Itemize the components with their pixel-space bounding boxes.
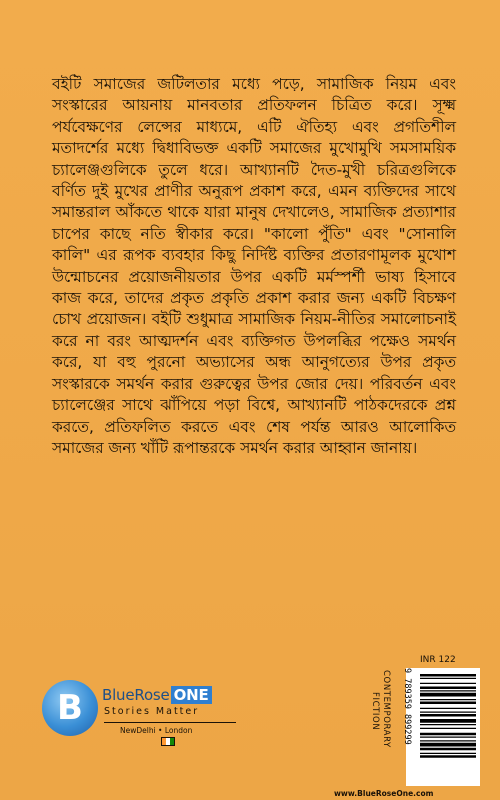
publisher-website: www.BlueRoseOne.com bbox=[334, 789, 434, 798]
price-label: INR 122 bbox=[420, 655, 456, 665]
bluerose-b-logo-icon: B bbox=[42, 680, 98, 736]
publisher-name-suffix: ONE bbox=[171, 686, 212, 704]
genre-label bbox=[370, 670, 404, 790]
genre-line-1: CONTEMPORARY bbox=[381, 670, 391, 748]
publisher-tagline: Stories Matter bbox=[104, 706, 200, 717]
isbn-number: 9 789359 899299 bbox=[402, 668, 412, 745]
genre-line-2: FICTION bbox=[370, 692, 380, 731]
isbn-barcode bbox=[402, 668, 480, 786]
publisher-name-prefix: BlueRose bbox=[102, 686, 170, 704]
flag-icon bbox=[161, 737, 175, 746]
publisher-cities: NewDelhi • London bbox=[120, 726, 193, 735]
publisher-name bbox=[102, 686, 212, 704]
book-blurb: বইটি সমাজের জটিলতার মধ্যে পড়ে, সামাজিক নিয়ম এবং সংস্কারের আয়নায় মানবতার প্রতিফলন চিত্রিত করে। সূক্ষ্ম পর্যবেক্ষণের লেন্সের মাধ্যমে, এটি ঐতিহ্য এবং প্রগতিশীল মতাদর্শের মধ্যে দ্বিধাবিভক্ত একটি সমাজের মুখোমুখি সমসাময়িক চ্যালেঞ্জগুলিকে তুলে ধরে। আখ্যানটি দৈত-মুখী চরিত্রগুলিকে বর্ণিত দুই মুখের প্রাণীর অনুরূপ প্রকাশ করে, এমন ব্যক্তিদের সাথে সমান্তরাল আঁকতে থাকে যারা মানুষ দেখালেও, সামাজিক প্রত্যাশার চাপের কাছে নতি স্বীকার করে। "কালো পুঁতি" এবং "সোনালি কালি" এর রূপক ব্যবহার কিছু নির্দিষ্ট ব্যক্তির প্রতারণামূলক মুখোশ উন্মোচনের প্রয়োজনীয়তার উপর একটি মর্মস্পর্শী ভাষ্য হিসাবে কাজ করে, তাদের প্রকৃত প্রকৃতি প্রকাশ করার জন্য একটি বিচক্ষণ চোখ প্রয়োজন। বইটি শুধুমাত্র সামাজিক নিয়ম-নীতির সমালোচনাই করে না বরং আত্মদর্শন এবং ব্যক্তিগত উপলব্ধির পক্ষেও সমর্থন করে, যা বহু পুরনো অভ্যাসের অন্ধ আনুগত্যের উপর প্রকৃত সংস্কারকে সমর্থন করার গুরুত্বের উপর জোর দেয়। পরিবর্তন এবং চ্যালেঞ্জের সাথে ঝাঁপিয়ে পড়া বিশ্বে, আখ্যানটি পাঠকদেরকে প্রশ্ন করতে, প্রতিফলিত করতে এবং শেষ পর্যন্ত আরও আলোকিত সমাজের জন্য খাঁটি রূপান্তরকে সমর্থন করার আহ্বান জানায়। bbox=[52, 75, 456, 457]
barcode-bars-icon bbox=[420, 674, 476, 780]
publisher-logo bbox=[42, 680, 272, 750]
logo-divider bbox=[104, 722, 236, 723]
